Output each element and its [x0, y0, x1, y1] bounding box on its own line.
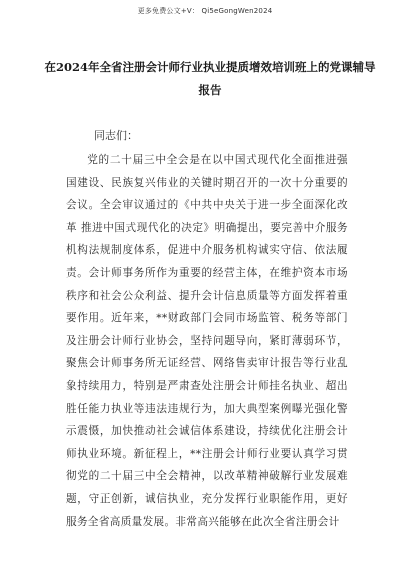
document-title: 在2024年全省注册会计师行业执业提质增效培训班上的党课辅导报告 — [44, 60, 376, 97]
body-paragraph: 党的二十届三中全会是在以中国式现代化全面推进强国建设、民族复兴伟业的关键时期召开的一次十分重要的会议。全会审议通过的《中共中央关于进一步全面深化改革 推进中国式现代化的决定》明确提出，要完善中介服务机构法规制度体系，促进中介服务机构诚实守信、依法履责。会计师事务所作为重要的经营主体，在维护资本市场秩序和社会公众利益、提升会计信息质量等方面发挥着重要作用。近年来，**财政部门会同市场监管、税务等部门及注册会计师行业协会，坚持问题导向，紧盯薄弱环节，聚焦会计师事务所无证经营、网络售卖审计报告等行业乱象持续用力，特别是严肃查处注册会计师挂名执业、超出胜任能力执业等违法违规行为，加大典型案例曝光强化警示震慑，加快推动社会诚信体系建设，持续优化注册会计师执业环境。新征程上，**注册会计师行业要认真学习贯彻党的二十届三中全会精神，以改革精神破解行业发展难题，守正创新，诚信执业，充分发挥行业职能作用，更好服务全省高质量发展。非常高兴能够在此次全省注册会计 — [66, 154, 348, 528]
salutation: 同志们： — [94, 129, 138, 142]
promo-banner: 更多免费公文+V： Qi5eGongWen2024 — [137, 7, 273, 15]
